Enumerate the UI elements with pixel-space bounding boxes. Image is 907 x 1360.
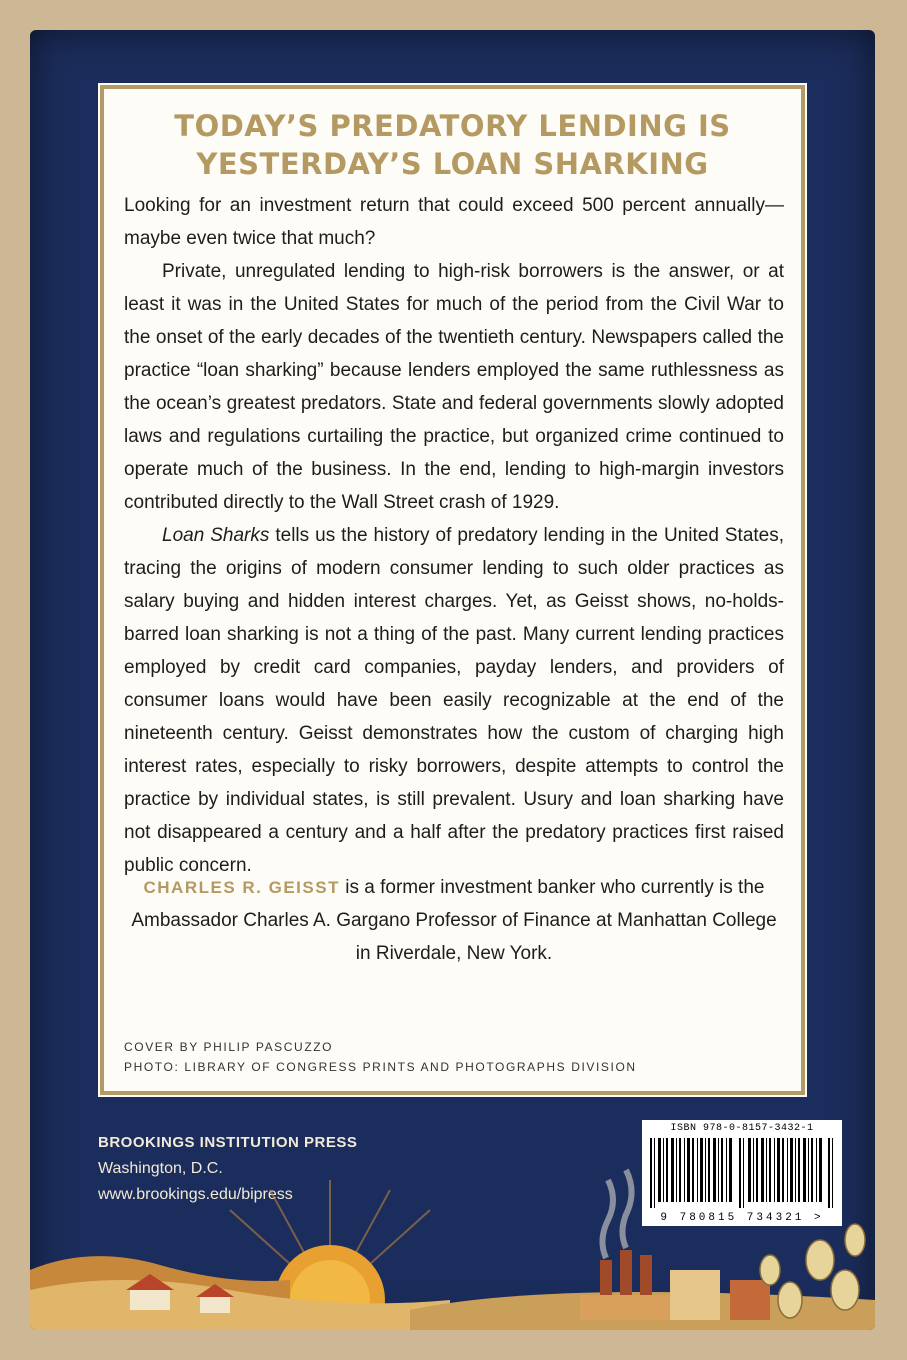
author-bio: [124, 871, 784, 970]
headline: [104, 107, 801, 183]
author-name: CHARLES R. GEISST: [143, 878, 340, 897]
blurb-panel: [100, 85, 805, 1095]
barcode-bars: [648, 1138, 836, 1208]
book-title: Loan Sharks: [162, 525, 270, 546]
author-bio-text: is a former investment banker who currently is the Ambassador Charles A. Gargano Professor of Finance at Manhattan College in Riverdale, New York.: [131, 877, 777, 964]
barcode-digits: 9 780815 734321 >: [660, 1212, 824, 1224]
blurb-text: [124, 189, 784, 882]
book-back-cover: [30, 30, 875, 1330]
photo-credit: PHOTO: LIBRARY OF CONGRESS PRINTS AND PHOTOGRAPHS DIVISION: [124, 1060, 637, 1074]
barcode: [642, 1120, 842, 1226]
credits: [124, 1037, 637, 1077]
blurb-paragraph-3: [124, 519, 784, 882]
blurb-paragraph-2: Private, unregulated lending to high-risk borrowers is the answer, or at least it was in the United States for much of the period from the Civil War to the onset of the early decades of the twentieth century. Newspapers called the practice “loan sharking” because lenders employed the same ruthlessness as the ocean’s greatest predators. State and federal governments slowly adopted laws and regulations curtailing the practice, but organized crime continued to operate much of the business. In the end, lending to high-margin investors contributed directly to the Wall Street crash of 1929.: [124, 261, 784, 513]
isbn-label: ISBN 978-0-8157-3432-1: [670, 1123, 814, 1134]
cover-credit: COVER BY PHILIP PASCUZZO: [124, 1040, 334, 1054]
blurb-paragraph-1: Looking for an investment return that could exceed 500 percent annually—maybe even twice that much?: [124, 195, 784, 249]
headline-line-2: YESTERDAY’S LOAN SHARKING: [196, 147, 709, 181]
publisher-city: Washington, D.C.: [98, 1160, 223, 1177]
headline-line-1: TODAY’S PREDATORY LENDING IS: [174, 109, 731, 143]
publisher-url[interactable]: www.brookings.edu/bipress: [98, 1186, 293, 1203]
blurb-paragraph-3-rest: tells us the history of predatory lending in the United States, tracing the origins of modern consumer lending to such older practices as salary buying and hidden interest charges. Yet, as Geisst shows, no-holds-barred loan sharking is not a thing of the past. Many current lending practices employed by credit card companies, payday lenders, and providers of consumer loans would have been easily recognizable at the end of the nineteenth century. Geisst demonstrates how the custom of charging high interest rates, especially to risky borrowers, despite attempts to control the practice by individual states, is still prevalent. Usury and loan sharking have not disappeared a century and a half after the predatory practices first raised public concern.: [124, 525, 785, 876]
publisher-name: BROOKINGS INSTITUTION PRESS: [98, 1134, 358, 1151]
